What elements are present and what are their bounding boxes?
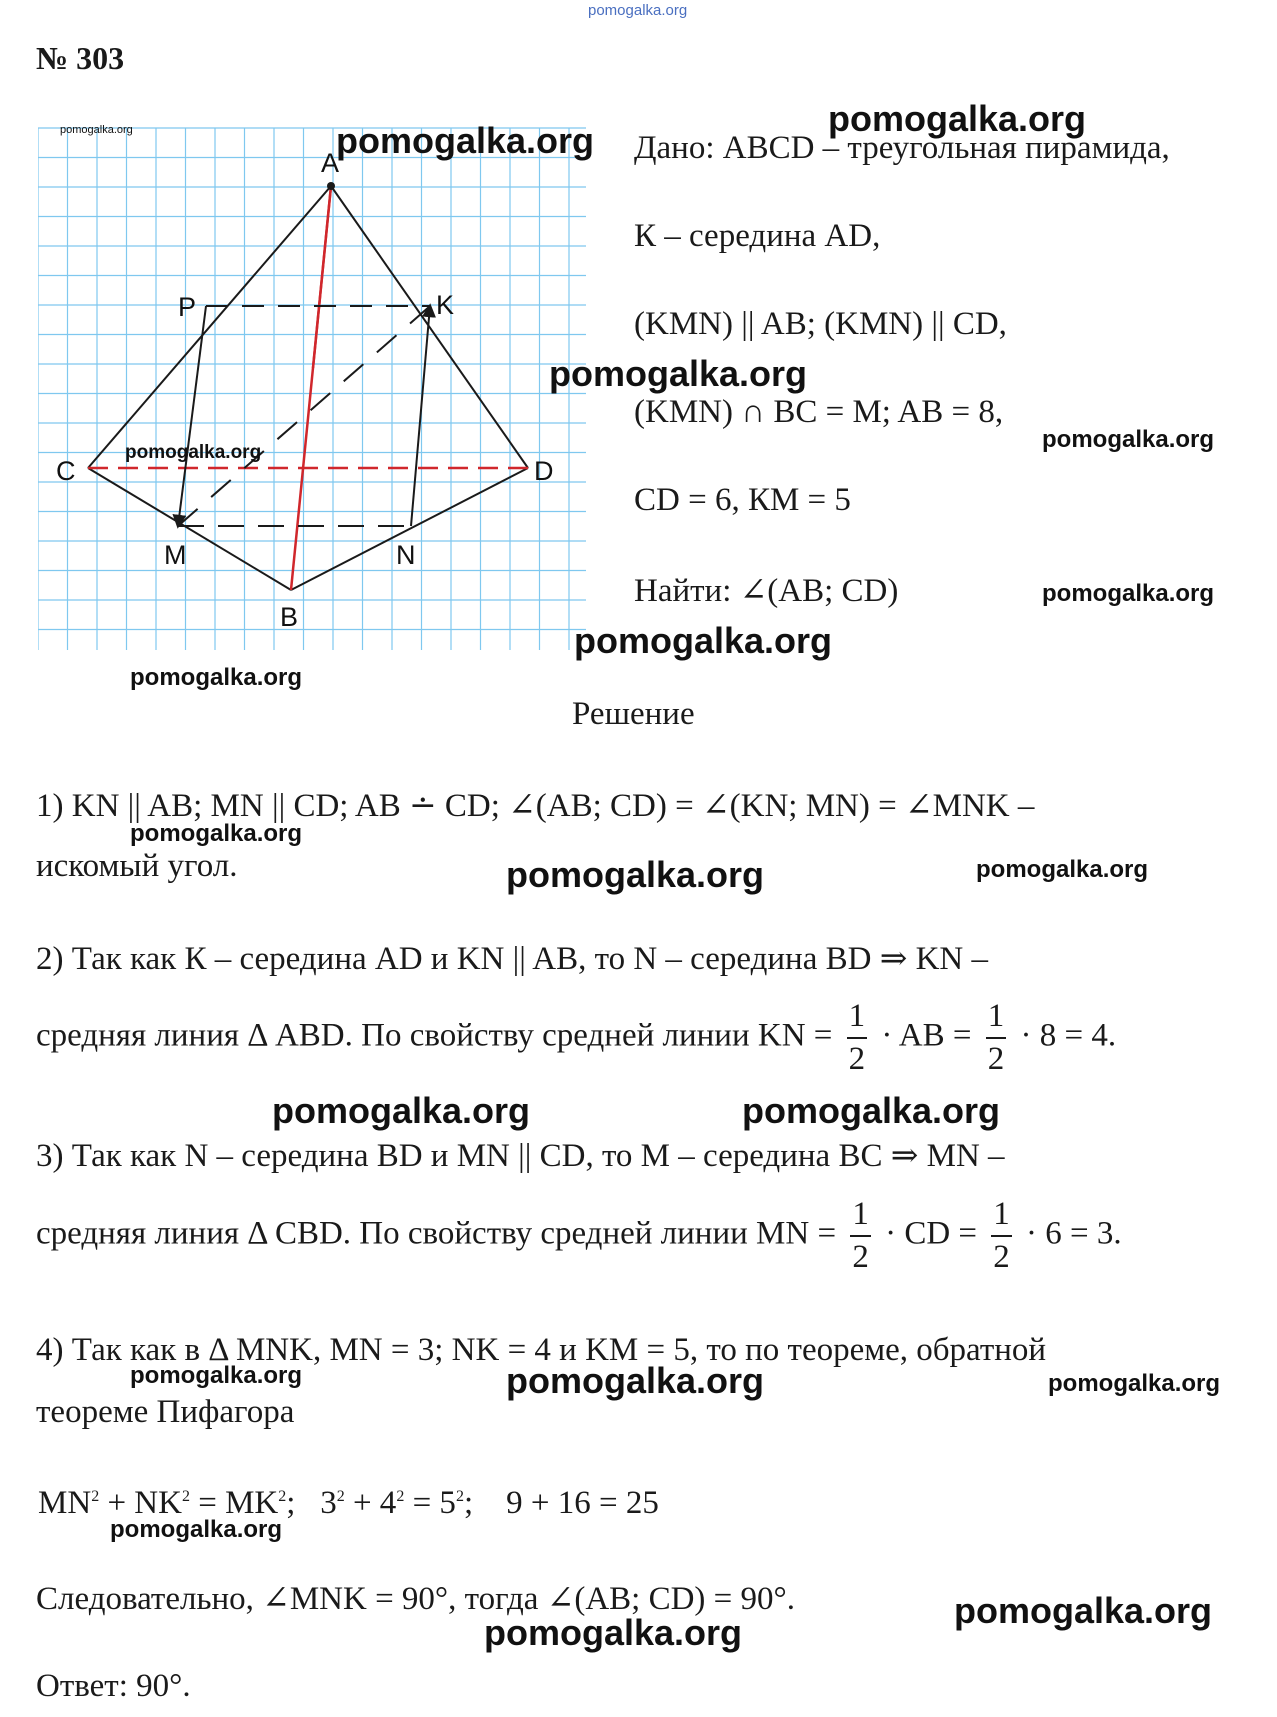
frac-num: 1 xyxy=(991,1198,1012,1237)
step3-text-post: · 6 = 3. xyxy=(1026,1215,1122,1252)
eq-sep: ; xyxy=(286,1485,296,1521)
frac-den: 2 xyxy=(987,1041,1005,1077)
watermark-8: pomogalka.org xyxy=(130,820,303,847)
step2-line-b xyxy=(36,1000,1116,1076)
watermark-4: pomogalka.org xyxy=(1042,426,1215,453)
solution-heading: Решение xyxy=(572,696,695,732)
watermark-figure-inside: pomogalka.org xyxy=(125,442,262,463)
frac-num: 1 xyxy=(847,1000,868,1039)
step2-line-a: 2) Так как К – середина AD и KN || AB, то N – середина BD ⇒ KN – xyxy=(36,941,989,977)
label-b: B xyxy=(280,602,299,632)
edge-ad xyxy=(331,186,528,468)
given-line-4: (KMN) ∩ BC = M; AB = 8, xyxy=(634,394,1004,430)
answer: Ответ: 90°. xyxy=(36,1668,191,1704)
task-number: № 303 xyxy=(36,40,125,76)
watermark-1: pomogalka.org xyxy=(336,120,595,161)
watermark-18: pomogalka.org xyxy=(484,1612,743,1653)
edge-ac xyxy=(88,186,331,468)
edge-bd xyxy=(291,468,528,590)
watermark-9: pomogalka.org xyxy=(506,854,765,895)
label-n: N xyxy=(396,540,416,570)
step4-line-b: теореме Пифагора xyxy=(36,1394,295,1430)
label-a: A xyxy=(321,148,340,178)
label-k: K xyxy=(436,290,455,320)
pyramid-figure xyxy=(38,118,586,650)
watermark-13: pomogalka.org xyxy=(130,1362,303,1389)
watermark-5: pomogalka.org xyxy=(1042,580,1215,607)
edge-cb xyxy=(88,468,291,590)
step4-line-a: 4) Так как в Δ MNK, MN = 3; NK = 4 и KM = 5, то по теореме, обратной xyxy=(36,1332,1047,1368)
point-a-dot xyxy=(327,182,335,190)
eq-5: = 5 xyxy=(412,1485,456,1521)
eq-sum: 9 + 16 = 25 xyxy=(506,1485,659,1521)
step3-text-pre: средняя линия Δ CBD. По свойству средней линии MN = xyxy=(36,1215,837,1252)
step2-text-pre: средняя линия Δ ABD. По свойству средней линии KN = xyxy=(36,1017,833,1054)
eq-sq: 2 xyxy=(181,1488,190,1505)
watermark-10: pomogalka.org xyxy=(976,856,1149,883)
step1-line-b: искомый угол. xyxy=(36,848,238,884)
step3-text-mid: · CD = xyxy=(885,1215,978,1252)
watermark-2: pomogalka.org xyxy=(828,98,1087,139)
conclusion: Следовательно, ∠MNK = 90°, тогда ∠(AB; CD) = 90°. xyxy=(36,1581,795,1617)
fraction-half-3 xyxy=(850,1198,871,1274)
label-d: D xyxy=(534,456,554,486)
watermark-14: pomogalka.org xyxy=(506,1360,765,1401)
eq-sq: 2 xyxy=(396,1488,405,1505)
watermark-figure-small: pomogalka.org xyxy=(60,124,133,136)
fraction-half-4 xyxy=(991,1198,1012,1274)
eq-3: 3 xyxy=(320,1485,337,1521)
given-line-5: CD = 6, КМ = 5 xyxy=(634,482,851,518)
frac-num: 1 xyxy=(850,1198,871,1237)
label-p: P xyxy=(178,292,197,322)
watermark-17: pomogalka.org xyxy=(954,1590,1213,1631)
step3-line-b xyxy=(36,1198,1122,1274)
label-m: M xyxy=(164,540,187,570)
step1-line-a: 1) KN || AB; MN || CD; AB ∸ CD; ∠(AB; CD) = ∠(KN; MN) = ∠MNK – xyxy=(36,788,1035,824)
frac-den: 2 xyxy=(848,1041,866,1077)
given-line-3: (KMN) || AB; (KMN) || CD, xyxy=(634,306,1007,342)
eq-sq: 2 xyxy=(336,1488,345,1505)
nk-arrow xyxy=(411,306,430,526)
watermark-16: pomogalka.org xyxy=(110,1516,283,1543)
eq-sq: 2 xyxy=(278,1488,287,1505)
given-line-2: К – середина AD, xyxy=(634,218,881,254)
given-line-1: Дано: ABCD – треугольная пирамида, xyxy=(634,130,1170,166)
frac-num: 1 xyxy=(986,1000,1007,1039)
pm-arrow xyxy=(178,306,206,526)
eq-mn: MN xyxy=(38,1485,92,1521)
given-find: Найти: ∠(AB; CD) xyxy=(634,573,899,609)
watermark-15: pomogalka.org xyxy=(1048,1370,1221,1397)
eq-4: + 4 xyxy=(352,1485,397,1521)
eq-sq: 2 xyxy=(91,1488,100,1505)
fraction-half-1 xyxy=(847,1000,868,1076)
eq-sq: 2 xyxy=(455,1488,464,1505)
label-c: C xyxy=(56,456,76,486)
frac-den: 2 xyxy=(852,1239,869,1275)
step2-text-post: · 8 = 4. xyxy=(1020,1017,1117,1054)
frac-den: 2 xyxy=(993,1239,1010,1275)
site-watermark-top: pomogalka.org xyxy=(588,2,688,19)
step2-text-mid: · AB = xyxy=(881,1017,972,1054)
eq-sep: ; xyxy=(463,1485,474,1521)
step3-line-a: 3) Так как N – середина BD и MN || CD, то M – середина BC ⇒ MN – xyxy=(36,1138,1005,1174)
eq-mk: = MK xyxy=(198,1485,279,1521)
edge-ab-red-top xyxy=(313,186,331,368)
watermark-11: pomogalka.org xyxy=(272,1090,531,1131)
watermark-3: pomogalka.org xyxy=(549,353,808,394)
watermark-7: pomogalka.org xyxy=(130,664,303,691)
watermark-6: pomogalka.org xyxy=(574,620,833,661)
fraction-half-2 xyxy=(986,1000,1007,1076)
eq-nk: + NK xyxy=(107,1485,182,1521)
watermark-12: pomogalka.org xyxy=(742,1090,1001,1131)
